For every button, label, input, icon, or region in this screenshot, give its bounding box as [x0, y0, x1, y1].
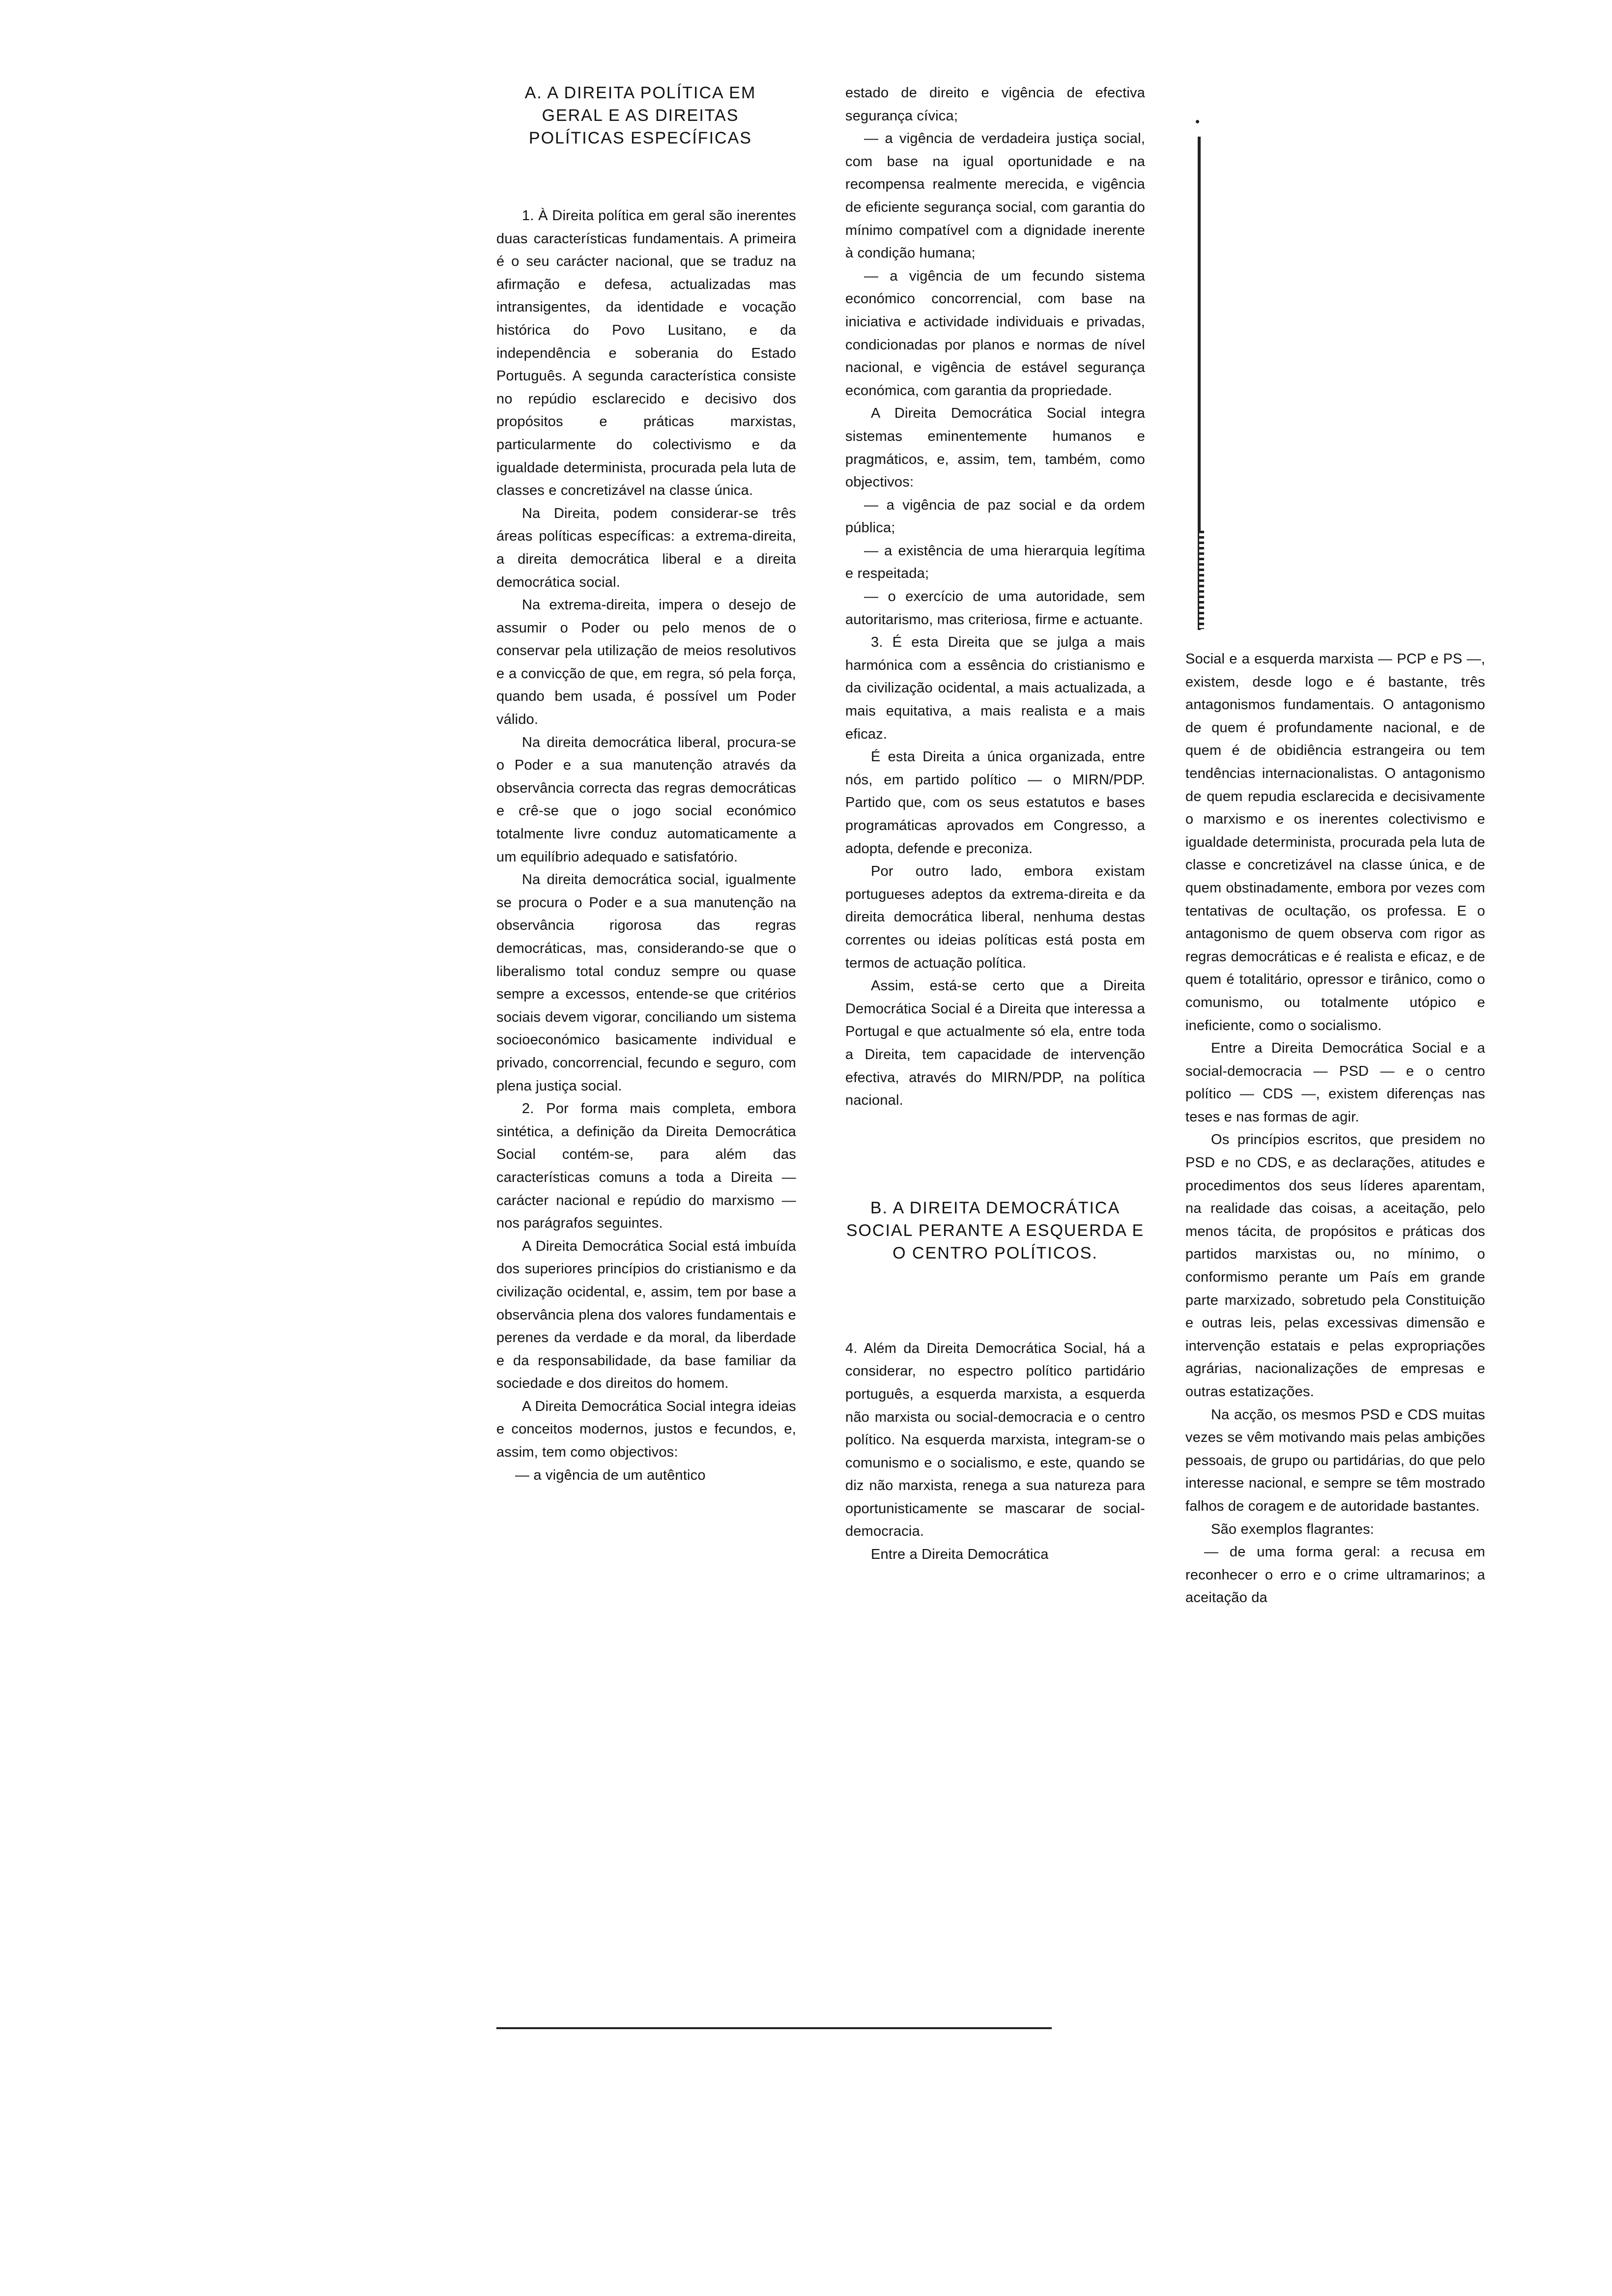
paragraph: Entre a Direita Democrática Social e a social-democracia — PSD — e o centro político — CDS —, existem diferenças nas teses e nas formas de agir.	[1185, 1040, 1485, 1125]
paragraph: Social e a esquerda marxista — PCP e PS —, existem, desde logo e é bastante, três antagonismos fundamentais. O antagonismo de quem é profundamente nacional, e de quem é de obidiência estrangeira ou tem tendências internacionalistas. O antagonismo de quem repudia esclarecida e decisivamente o marxismo e os inerentes colectivismo e igualdade determinista, procurada pela luta de classe e concretizável na classe única, e de quem obstinadamente, embora por vezes com tentativas de ocultação, os professa. E o antagonismo de quem observa com rigor as regras democráticas e é realista e eficaz, e de quem é totalitário, opressor e tirânico, como o comunismo, ou totalmente utópico e ineficiente, como o socialismo.	[1185, 651, 1485, 1033]
list-item: — a vigência de paz social e da ordem pública;	[845, 497, 1145, 536]
paragraph: A Direita Democrática Social integra ideias e conceitos modernos, justos e fecundos, e, assim, tem como objectivos:	[496, 1398, 796, 1461]
section-b-heading: B. A DIREITA DEMOCRÁTICA SOCIAL PERANTE A ESQUERDA E O CENTRO POLÍTICOS.	[846, 1198, 1145, 1263]
paragraph: 4. Além da Direita Democrática Social, há a considerar, no espectro político partidário português, a esquerda marxista, a esquerda não marxista ou social-democracia e o centro político. Na esquerda marxista, integram-se o comunismo e o socialismo, e este, quando se diz não marxista, renega a sua natureza para oportunisticamente se mascarar de social-democracia.	[845, 1340, 1145, 1540]
section-a-heading: A. A DIREITA POLÍTICA EM GERAL E AS DIREITAS POLÍTICAS ESPECÍFICAS	[524, 84, 756, 147]
paragraph: 2. Por forma mais completa, embora sintética, a definição da Direita Democrática Social contém-se, para além das características comuns a toda a Direita — carácter nacional e repúdio do marxismo — nos parágrafos seguintes.	[496, 1101, 796, 1232]
bottom-rule	[496, 2027, 1052, 2029]
list-item: — de uma forma geral: a recusa em reconhecer o erro e o crime ultramarinos; a aceitação da	[1185, 1544, 1485, 1606]
paragraph: Os princípios escritos, que presidem no PSD e no CDS, e as declarações, atitudes e procedimentos dos seus líderes aparentam, na realidade das coisas, a aceitação, pelo menos tácita, de propósitos e práticas dos partidos marxistas ou, no mínimo, o conformismo perante um País em grande parte marxizado, sobretudo pela Constituição e outras leis, pelas excessivas dimensão e intervenção estatais e pelas expropriações agrárias, nacionalizações de empresas e outras estatizações.	[1185, 1132, 1485, 1400]
paragraph: Entre a Direita Democrática	[871, 1547, 1049, 1563]
list-item: — a vigência de verdadeira justiça social, com base na igual oportunidade e na recompensa realmente merecida, e vigência de eficiente segurança social, com garantia do mínimo compatível com a dignidade inerente à condição humana;	[845, 131, 1145, 261]
paragraph: Por outro lado, embora existam portugueses adeptos da extrema-direita e da direita democrática liberal, nenhuma destas correntes ou ideias políticas está posta em termos de actuação política.	[845, 863, 1145, 971]
column-left	[496, 82, 796, 1487]
paragraph: Na direita democrática social, igualmente se procura o Poder e a sua manutenção na observância rigorosa das regras democráticas, mas, considerando-se que o liberalismo total conduz sempre ou quase sempre a excessos, entende-se que critérios sociais devem vigorar, conciliando um sistema socioeconómico basicamente individual e privado, concorrencial, fecundo e seguro, com plena justiça social.	[496, 872, 796, 1094]
column-right	[1185, 648, 1485, 1609]
paragraph: A Direita Democrática Social integra sistemas eminentemente humanos e pragmáticos, e, assim, tem, também, como objectivos:	[845, 405, 1145, 490]
paragraph: 1. À Direita política em geral são inerentes duas características fundamentais. A primeira é o seu carácter nacional, que se traduz na afirmação e defesa, actualizadas mas intransigentes, da identidade e vocação histórica do Povo Lusitano, e da independência e soberania do Estado Português. A segunda característica consiste no repúdio esclarecido e decisivo dos propósitos e práticas marxistas, particularmente do colectivismo e da igualdade determinista, procurada pela luta de classes e concretizável na classe única.	[496, 208, 796, 499]
paragraph: Assim, está-se certo que a Direita Democrática Social é a Direita que interessa a Portugal e que actualmente só ela, entre toda a Direita, tem capacidade de intervenção efectiva, através do MIRN/PDP, na política nacional.	[845, 978, 1145, 1109]
margin-dot	[1196, 120, 1199, 123]
column-middle	[845, 82, 1145, 1566]
paragraph: A Direita Democrática Social está imbuída dos superiores princípios do cristianismo e da civilização ocidental, e, assim, tem por base a observância plena dos valores fundamentais e perenes da verdade e da moral, da liberdade e da responsabilidade, da base familiar da sociedade e dos direitos do homem.	[496, 1238, 796, 1392]
list-item: — a vigência de um autêntico	[515, 1467, 706, 1483]
vertical-rule-marks	[1199, 531, 1204, 629]
paragraph: Na Direita, podem considerar-se três áreas políticas específicas: a extrema-direita, a direita democrática liberal e a direita democrática social.	[496, 505, 796, 590]
paragraph: Na acção, os mesmos PSD e CDS muitas vezes se vêm motivando mais pelas ambições pessoais, de grupo ou partidárias, do que pelo interesse nacional, e sempre se têm mostrado falhos de coragem e de autoridade bastantes.	[1185, 1406, 1485, 1514]
paragraph: Na direita democrática liberal, procura-se o Poder e a sua manutenção através da observância correcta das regras democráticas e crê-se que o jogo social económico totalmente livre conduz automaticamente a um equilíbrio adequado e satisfatório.	[496, 734, 796, 865]
paragraph: São exemplos flagrantes:	[1211, 1521, 1375, 1537]
list-item: — a existência de uma hierarquia legítima e respeitada;	[845, 543, 1145, 582]
paragraph: estado de direito e vigência de efectiva segurança cívica;	[845, 85, 1145, 124]
paragraph: 3. É esta Direita que se julga a mais harmónica com a essência do cristianismo e da civilização ocidental, a mais actualizada, a mais equitativa, a mais realista e a mais eficaz.	[845, 634, 1145, 742]
list-item: — o exercício de uma autoridade, sem autoritarismo, mas criteriosa, firme e actuante.	[845, 589, 1145, 628]
paragraph: Na extrema-direita, impera o desejo de assumir o Poder ou pelo menos de o conservar pela utilização de meios resolutivos e a convicção de que, em regra, só pela força, quando bem usada, é possível um Poder válido.	[496, 597, 796, 728]
paragraph: É esta Direita a única organizada, entre nós, em partido político — o MIRN/PDP. Partido que, com os seus estatutos e bases programáticas aprovados em Congresso, a adopta, defende e preconiza.	[845, 749, 1145, 857]
list-item: — a vigência de um fecundo sistema económico concorrencial, com base na iniciativa e actividade individuais e privadas, condicionadas por planos e normas de nível nacional, e vigência de estável segurança económica, com garantia da propriedade.	[845, 268, 1145, 399]
